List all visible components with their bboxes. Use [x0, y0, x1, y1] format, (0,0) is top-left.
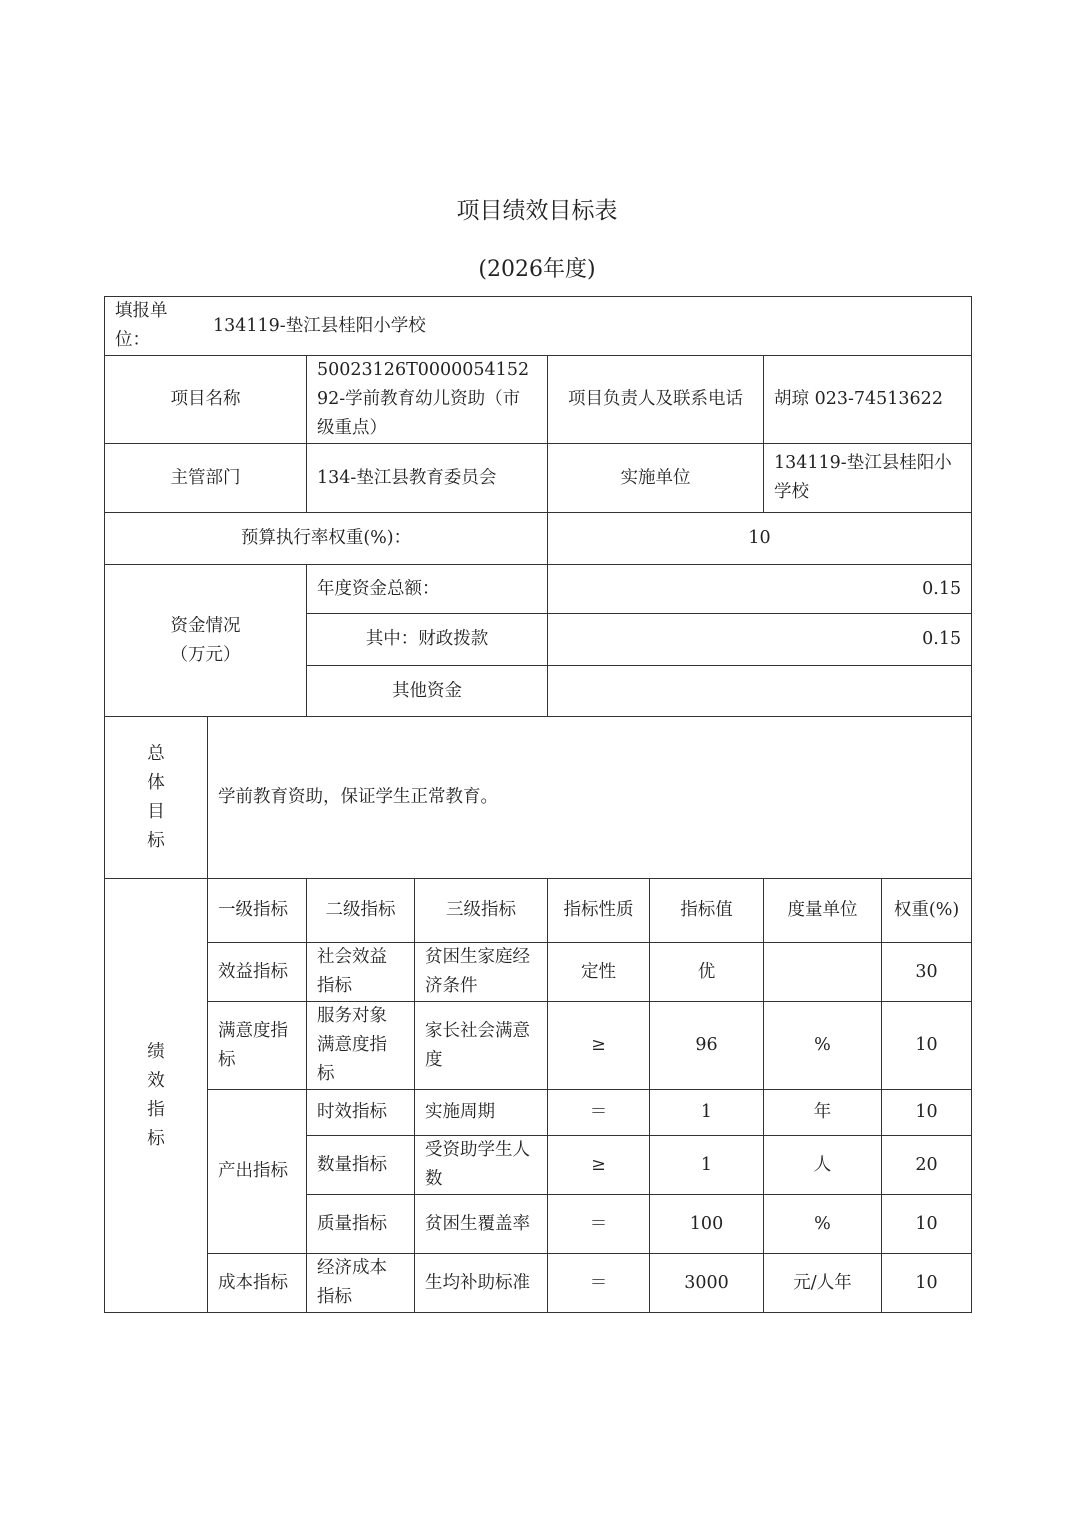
l2-cell: 服务对象满意度指标	[307, 1002, 415, 1090]
header-l1: 一级指标	[208, 879, 307, 943]
weight-cell: 10	[882, 1090, 972, 1136]
value-cell: 3000	[650, 1254, 764, 1313]
value-cell: 96	[650, 1002, 764, 1090]
table-row	[105, 1254, 972, 1313]
budget-rate-value: 10	[548, 513, 972, 565]
unit-cell: 人	[764, 1136, 882, 1195]
weight-cell: 20	[882, 1136, 972, 1195]
unit-cell	[764, 943, 882, 1002]
table-row	[105, 1002, 972, 1090]
nature-cell: ＝	[548, 1195, 650, 1254]
l2-cell: 时效指标	[307, 1090, 415, 1136]
l2-cell: 数量指标	[307, 1136, 415, 1195]
header-unit: 度量单位	[764, 879, 882, 943]
l3-cell: 受资助学生人数	[415, 1136, 548, 1195]
value-cell: 1	[650, 1136, 764, 1195]
nature-cell: ≥	[548, 1136, 650, 1195]
l1-cell: 产出指标	[208, 1090, 307, 1254]
goal-value: 学前教育资助，保证学生正常教育。	[208, 717, 972, 879]
header-value: 指标值	[650, 879, 764, 943]
l3-cell: 生均补助标准	[415, 1254, 548, 1313]
goal-label: 总体目标	[147, 743, 165, 851]
funds-fiscal-value: 0.15	[548, 614, 972, 666]
table-row	[105, 1090, 972, 1136]
project-owner-value: 胡琼 023-74513622	[764, 356, 972, 444]
budget-rate-label: 预算执行率权重(%)：	[105, 513, 548, 565]
value-cell: 100	[650, 1195, 764, 1254]
unit-row	[105, 297, 972, 356]
performance-target-table	[104, 296, 972, 1313]
unit-value: 134119-垫江县桂阳小学校	[213, 315, 426, 336]
l2-cell: 社会效益指标	[307, 943, 415, 1002]
l3-cell: 家长社会满意度	[415, 1002, 548, 1090]
funds-total-label: 年度资金总额：	[307, 565, 548, 614]
header-weight: 权重(%)	[882, 879, 972, 943]
l2-cell: 经济成本指标	[307, 1254, 415, 1313]
l1-cell: 效益指标	[208, 943, 307, 1002]
header-nature: 指标性质	[548, 879, 650, 943]
nature-cell: 定性	[548, 943, 650, 1002]
l3-cell: 贫困生覆盖率	[415, 1195, 548, 1254]
funds-other-label: 其他资金	[307, 666, 548, 717]
unit-cell: 年	[764, 1090, 882, 1136]
weight-cell: 30	[882, 943, 972, 1002]
dept-value: 134-垫江县教育委员会	[307, 444, 548, 513]
unit-label: 填报单位：	[115, 301, 168, 350]
project-name-label: 项目名称	[105, 356, 307, 444]
l1-cell: 满意度指标	[208, 1002, 307, 1090]
project-owner-label: 项目负责人及联系电话	[548, 356, 764, 444]
nature-cell: ＝	[548, 1090, 650, 1136]
funds-other-value	[548, 666, 972, 717]
impl-value: 134119-垫江县桂阳小学校	[764, 444, 972, 513]
perf-label: 绩效指标	[147, 1041, 165, 1149]
funds-total-value: 0.15	[548, 565, 972, 614]
header-l2: 二级指标	[307, 879, 415, 943]
weight-cell: 10	[882, 1002, 972, 1090]
page-title: 项目绩效目标表	[456, 198, 618, 224]
dept-label: 主管部门	[105, 444, 307, 513]
funds-fiscal-label: 其中：财政拨款	[307, 614, 548, 666]
project-name-value: 50023126T000005415292-学前教育幼儿资助（市级重点）	[307, 356, 548, 444]
nature-cell: ≥	[548, 1002, 650, 1090]
funds-label: 资金情况（万元）	[105, 565, 307, 717]
header-l3: 三级指标	[415, 879, 548, 943]
l1-cell: 成本指标	[208, 1254, 307, 1313]
impl-label: 实施单位	[548, 444, 764, 513]
nature-cell: ＝	[548, 1254, 650, 1313]
l3-cell: 贫困生家庭经济条件	[415, 943, 548, 1002]
unit-cell: 元/人年	[764, 1254, 882, 1313]
unit-cell: %	[764, 1195, 882, 1254]
l2-cell: 质量指标	[307, 1195, 415, 1254]
value-cell: 优	[650, 943, 764, 1002]
weight-cell: 10	[882, 1195, 972, 1254]
l3-cell: 实施周期	[415, 1090, 548, 1136]
table-row	[105, 943, 972, 1002]
unit-cell: %	[764, 1002, 882, 1090]
page-subtitle: (2026年度)	[478, 257, 596, 282]
weight-cell: 10	[882, 1254, 972, 1313]
value-cell: 1	[650, 1090, 764, 1136]
